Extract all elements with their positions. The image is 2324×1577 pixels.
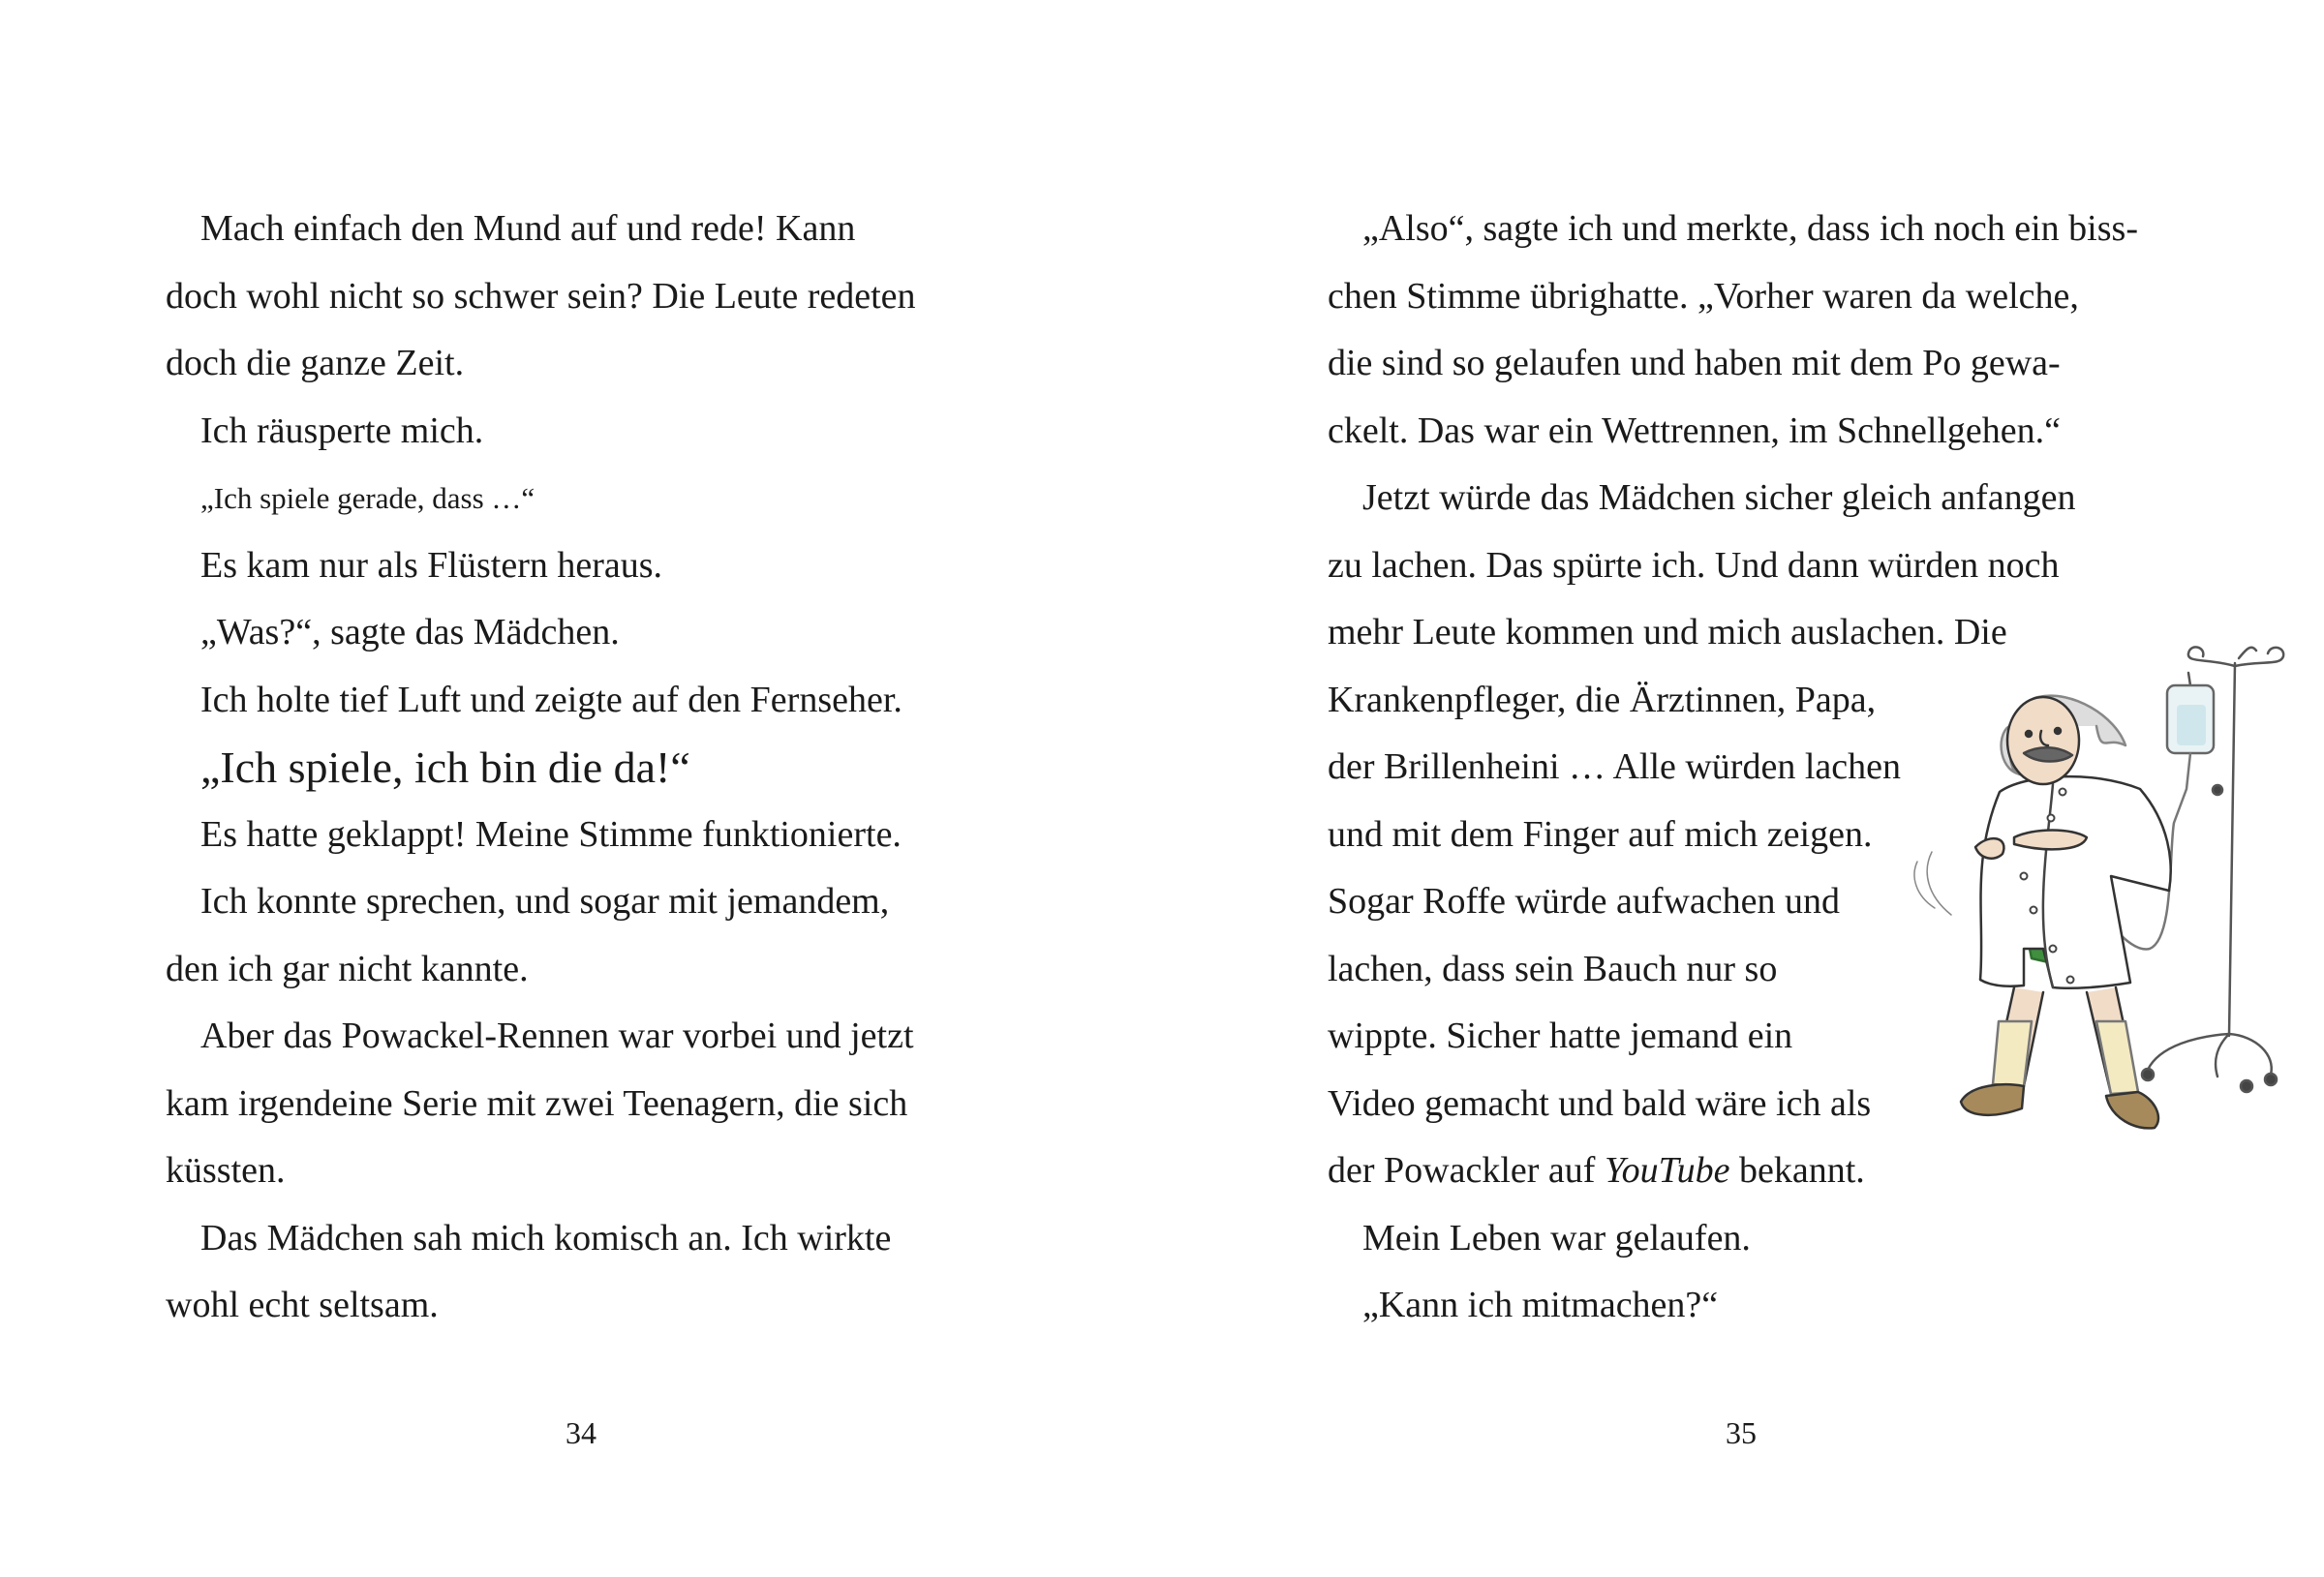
text-line — [166, 599, 969, 667]
text-line-content: lachen, dass sein Bauch nur so — [1328, 948, 1778, 989]
text-line-content: Mach einfach den Mund auf und rede! Kann — [200, 208, 856, 249]
text-line-content: Video gemacht und bald wäre ich als — [1328, 1082, 1872, 1124]
text-line — [1328, 532, 2160, 600]
text-line-content: der Powackler auf — [1328, 1150, 1605, 1191]
italic-text: YouTube — [1604, 1150, 1730, 1191]
text-line-content: Sogar Roffe würde aufwachen und — [1328, 881, 1841, 922]
text-line-content: Es kam nur als Flüstern heraus. — [200, 544, 663, 586]
text-line — [1328, 398, 2160, 466]
text-line — [166, 196, 969, 263]
text-line-content: „Was?“, sagte das Mädchen. — [200, 612, 620, 652]
text-line-content: Aber das Powackel-Rennen war vorbei und jetzt — [200, 1016, 914, 1056]
text-line-content: „Ich spiele gerade, dass …“ — [200, 481, 535, 515]
text-line — [1328, 465, 2160, 532]
text-line — [166, 532, 969, 600]
text-line-content: der Brillenheini … Alle würden lachen — [1328, 746, 1901, 787]
text-line-content: „Kann ich mitmachen?“ — [1362, 1285, 1719, 1325]
text-line — [166, 398, 969, 466]
text-line — [166, 465, 969, 532]
text-line-content: Ich räusperte mich. — [200, 409, 484, 451]
text-line — [166, 330, 969, 398]
text-line — [166, 1003, 969, 1071]
text-line-content: den ich gar nicht kannte. — [166, 948, 529, 989]
text-line — [166, 936, 969, 1004]
text-line — [1328, 263, 2160, 331]
text-line — [1328, 196, 2160, 263]
text-line-content: wohl echt seltsam. — [166, 1285, 439, 1325]
text-line-content: doch die ganze Zeit. — [166, 343, 465, 383]
left-page-text — [166, 196, 969, 1340]
text-line — [1328, 330, 2160, 398]
text-line-content: doch wohl nicht so schwer sein? Die Leute redeten — [166, 275, 916, 317]
text-line-content: „Ich spiele, ich bin die da!“ — [200, 743, 690, 792]
text-line-content: Krankenpfleger, die Ärztinnen, Papa, — [1328, 679, 1877, 720]
text-line-content: Ich konnte sprechen, und sogar mit jemandem, — [200, 881, 890, 922]
text-line — [166, 802, 969, 869]
text-line-content: ckelt. Das war ein Wettrennen, im Schnellgehen.“ — [1328, 409, 2062, 451]
text-line-content: zu lachen. Das spürte ich. Und dann würden noch — [1328, 544, 2060, 586]
text-line — [166, 1137, 969, 1205]
text-line-content: Jetzt würde das Mädchen sicher gleich anfangen — [1362, 477, 2076, 518]
text-line-content: „Also“, sagte ich und merkte, dass ich noch ein biss- — [1362, 208, 2138, 249]
text-line — [166, 1071, 969, 1138]
text-line — [166, 734, 969, 802]
text-line-content: Mein Leben war gelaufen. — [1362, 1217, 1751, 1259]
text-line — [166, 1205, 969, 1273]
text-line-content: chen Stimme übrighatte. „Vorher waren da welche, — [1328, 275, 2079, 317]
page-number-left: 34 — [566, 1415, 596, 1450]
text-line-content: Es hatte geklappt! Meine Stimme funktionierte. — [200, 813, 902, 855]
text-line-continuation: bekannt. — [1729, 1150, 1865, 1191]
text-line-content: wippte. Sicher hatte jemand ein — [1328, 1016, 1793, 1056]
text-line-content: Ich holte tief Luft und zeigte auf den Fernseher. — [200, 679, 902, 720]
text-line-content: und mit dem Finger auf mich zeigen. — [1328, 813, 1873, 855]
text-line-content: kam irgendeine Serie mit zwei Teenagern, die sich — [166, 1082, 908, 1124]
text-line — [166, 868, 969, 936]
text-line-content: mehr Leute kommen und mich auslachen. Die — [1328, 612, 2007, 652]
text-line — [166, 1272, 969, 1340]
old-man-iv-illustration — [1879, 629, 2305, 1346]
text-line-content: küssten. — [166, 1150, 286, 1191]
text-line-content: die sind so gelaufen und haben mit dem Po gewa- — [1328, 343, 2061, 383]
text-line-content: Das Mädchen sah mich komisch an. Ich wirkte — [200, 1217, 892, 1259]
page-number-right: 35 — [1726, 1415, 1757, 1450]
text-line — [166, 263, 969, 331]
text-line — [166, 667, 969, 735]
